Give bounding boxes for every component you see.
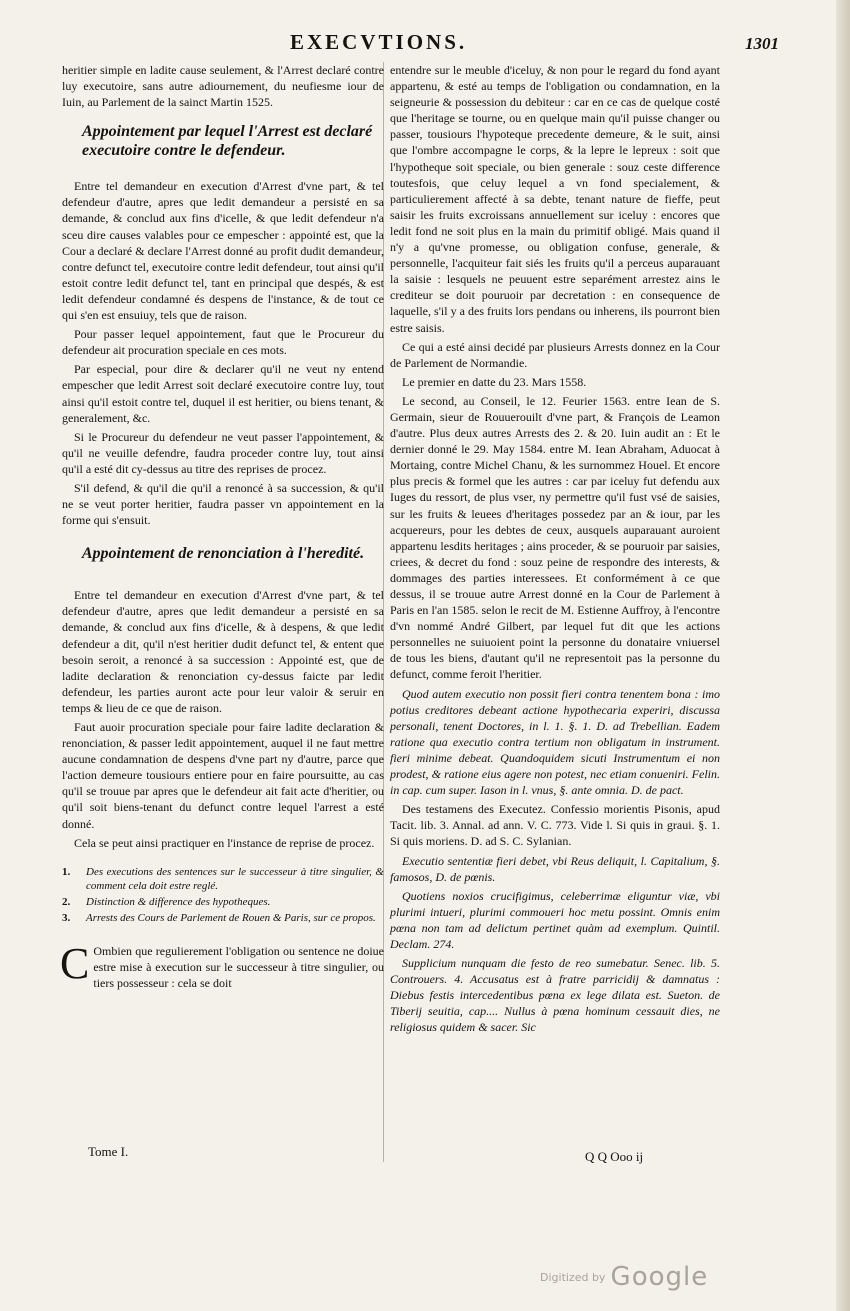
- summary-list: [62, 865, 384, 925]
- google-logo: Google: [610, 1262, 709, 1292]
- paragraph: Faut auoir procuration speciale pour faire ladite declaration & renonciation, & passer ledit appointement, auquel il ne faut mettre aucune condamnation de despens d'vne part ny d'autre, parce que l'action demeure tousiours entiere pour en faire poursuitte, au cas qu'il se trouue par apres que le defendeur ait fait acte d'heritier, ou qu'il soit biens-tenant du defunct contre lequel l'arrest a esté donné.: [62, 720, 384, 831]
- paragraph: Si le Procureur du defendeur ne veut passer l'appointement, & qu'il ne veuille defendre, faudra proceder contre luy, tout ainsi qu'il a esté dit cy-dessus au titre des reprises de procez.: [62, 429, 384, 476]
- summary-item: 2. Distinction & difference des hypotheques.: [62, 895, 271, 908]
- summary-item: 1. Des executions des sentences sur le successeur à titre singulier, & comment cela doit estre reglé.: [62, 865, 384, 892]
- paragraph: Executio sententiæ fieri debet, vbi Reus deliquit, l. Capitalium, §. famosos, D. de pœnis.: [390, 853, 720, 884]
- paragraph: Quod autem executio non possit fieri contra tenentem bona : imo potius creditores debeant actione hypothecaria experiri, discussa personali, tenent Doctores, in l. 1. §. 1. D. ad Trebellian. Eadem ratione qua executio contra tertium non obligatum in instrument. fieri minime debeat. Quandoquidem sicuti Instrumentum ei non prodest, & ratione eius agere non potest, nec etiam conueniri. Felin. in cap. cum super. Iason in l. vnus, §. ante omnia. D. de pact.: [390, 686, 720, 798]
- paragraph: Le second, au Conseil, le 12. Feurier 1563. entre Iean de S. Germain, sieur de Rouuerouilt d'vne part, & François de Leamon d'autre. Plus deux autres Arrests des 2. & 20. Iuin audit an : Et le dernier donné le 29. May 1584. entre M. Iean Abraham, Aduocat à Mortaing, contre Michel Chanu, & les surnommez Houel. Et encore plus precis & formel que les autres : car par iceluy fut defendu aux Iuges du ressort, de plus vser, ny permettre qu'il fust vsé de saisies, sur les fruits & leuees d'heritages possedez par an & iour, par les acquereurs, pour les debtes de ceux, ausquels auparauant auroient appartenu lesdits heritages ; ains proceder, & se pouruoir par saisies, criees, & decret du fond : souz peine de respondre des interests, & dommages des parties interessees. Et conformément à ce que dessus, il se trouue autre Arrest donné en la Cour de Parlement à Paris en l'an 1585. selon le recit de M. Estienne Auffroy, à l'encontre d'vn nommé André Gilbert, par lequel fut dit que les actions personnelles ne suiuoient point la personne du donataire vniuersel de tous les biens, d'autant qu'il ne representoit pas la personne du defunct, comme feroit l'heritier.: [390, 393, 720, 682]
- paragraph: entendre sur le meuble d'iceluy, & non pour le regard du fond ayant appartenu, & esté au temps de l'obligation ou condamnation, en la seigneurie & possession du debiteur : car en ce cas de quelque costé que l'heritage se tourne, ou en quelque main qu'il puisse changer ou passer, tousiours l'hypoteque precedente demeure, & le suit, ainsi que l'ombre accompagne le corps, & la lepre le lepreux : soit que l'hypotheque soit speciale, ou bien generale : souz ceste difference toutesfois, que celuy lequel a vn fond specialement, & particulierement affecté à sa debte, tenant nature de fieffe, peut saisir les fruits excroissans annuellement sur iceluy : encores que ledit fond ne soit plus en la main du primitif obligé. Mais quand il n'y a qu'vne promesse, ou obligation confuse, generale, & personnelle, l'acquiteur fait siés les fruits qu'il a perceus auparauant la saisie : lesquels ne peuuent estre separément arrestez ains le crediteur se doit pouruoir par decretation : en consequence de laquelle, s'il y a des fruits lors pendans ou inherens, ils pourront bien estre saisis.: [390, 63, 720, 335]
- paragraph: Entre tel demandeur en execution d'Arrest d'vne part, & tel defendeur d'autre, apres que ledit demandeur a persisté en sa demande, & conclud aux fins d'icelle, & à despens, & que ledit defendeur a dit, qu'il n'est heritier dudit defunct tel, & entent que besoin seroit, a renoncé à sa succession : Appointé est, que de ladite declaration & renonciation cy-dessus faicte par ledit defendeur, les parties auront acte pour leur valoir & seruir en temps & lieu de ce que de raison.: [62, 588, 384, 715]
- left-column: [62, 62, 384, 994]
- summary-item: 3. Arrests des Cours de Parlement de Rouen & Paris, sur ce propos.: [62, 911, 376, 924]
- paragraph: Ce qui a esté ainsi decidé par plusieurs Arrests donnez en la Cour de Parlement de Normandie.: [390, 339, 720, 370]
- digitized-watermark: [540, 1262, 708, 1292]
- paragraph: Par especial, pour dire & declarer qu'il ne veut ny entend empescher que ledit Arrest soit declaré executoire contre luy, tout ainsi qu'il estoit contre tel, duquel il est heritier, ou biens tenant, & generalement, &c.: [62, 362, 384, 425]
- page-number: 1301: [745, 34, 779, 53]
- paragraph: Des testamens des Executez. Confessio morientis Pisonis, apud Tacit. lib. 3. Annal. ad ann. V. C. 773. Vide l. Si quis in graui. §. 1. Si quis moriens. D. ad S. C. Sylanian.: [390, 802, 720, 849]
- paragraph: Pour passer lequel appointement, faut que le Procureur du defendeur ait procuration speciale en ces mots.: [62, 327, 384, 358]
- paragraph: Cela se peut ainsi practiquer en l'instance de reprise de procez.: [74, 835, 375, 850]
- paragraph: heritier simple en ladite cause seulement, & l'Arrest declaré contre luy executoire, sans autre adiournement, du neufiesme iour de Iuin, au Parlement de la sainct Martin 1525.: [62, 63, 384, 110]
- page-edge: [836, 0, 850, 1311]
- paragraph: Le premier en datte du 23. Mars 1558.: [402, 374, 587, 389]
- watermark-prefix: Digitized by: [540, 1271, 606, 1284]
- paragraph: Entre tel demandeur en execution d'Arrest d'vne part, & tel defendeur d'autre, apres que ledit demandeur a persisté en sa demande, & conclud aux fins d'icelle, & que ledit defendeur n'a sceu dire causes valables pour ce empescher : appointé est, que la Cour a declaré & declare l'Arrest donné au profit dudit demandeur, contre defunct tel, executoire contre ledit defendeur, tout ainsi qu'il estoit contre ledit defunct tel, tant en principal que despés, & est ledit defendeur condamné és despens de l'instance, & de tout ce qui s'en est ensuiuy, tels que de raison.: [62, 179, 384, 323]
- right-column: [390, 62, 720, 1039]
- signature-mark: Q Q Ooo ij: [585, 1149, 644, 1164]
- drop-cap: C: [60, 938, 90, 988]
- section-heading: Appointement de renonciation à l'heredité.: [81, 545, 365, 563]
- section-heading: Appointement par lequel l'Arrest est declaré executoire contre le defendeur.: [82, 123, 373, 160]
- paragraph: S'il defend, & qu'il die qu'il a renoncé à sa succession, & qu'il ne se veut porter heritier, faudra passer vn appointement en la forme qui s'ensuit.: [62, 480, 384, 528]
- volume-label: Tome I.: [88, 1144, 129, 1159]
- paragraph: Quotiens noxios crucifigimus, celeberrimæ eliguntur viæ, vbi plurimi intueri, plurimi commoueri hoc metu possint. Omnis enim pœna non tam ad delictum pertinet quàm ad exemplum. Quintil. Declam. 274.: [390, 888, 720, 951]
- paragraph: Supplicium nunquam die festo de reo sumebatur. Senec. lib. 5. Controuers. 4. Accusatus est à fratre parricidij & damnatus : Diebus festis intercedentibus pœna ex lege dilata est. Sueton. de Tiberij seuitia, cap.... Nullus à pœna hominum cessauit dies, ne religiosus quidem & sacer. Sic: [390, 956, 720, 1035]
- paragraph: C Ombien que regulierement l'obligation ou sentence ne doiue estre mise à execution sur le successeur à titre singulier, ou tiers possesseur : cela se doit: [60, 938, 384, 990]
- running-title: EXECVTIONS.: [290, 30, 468, 54]
